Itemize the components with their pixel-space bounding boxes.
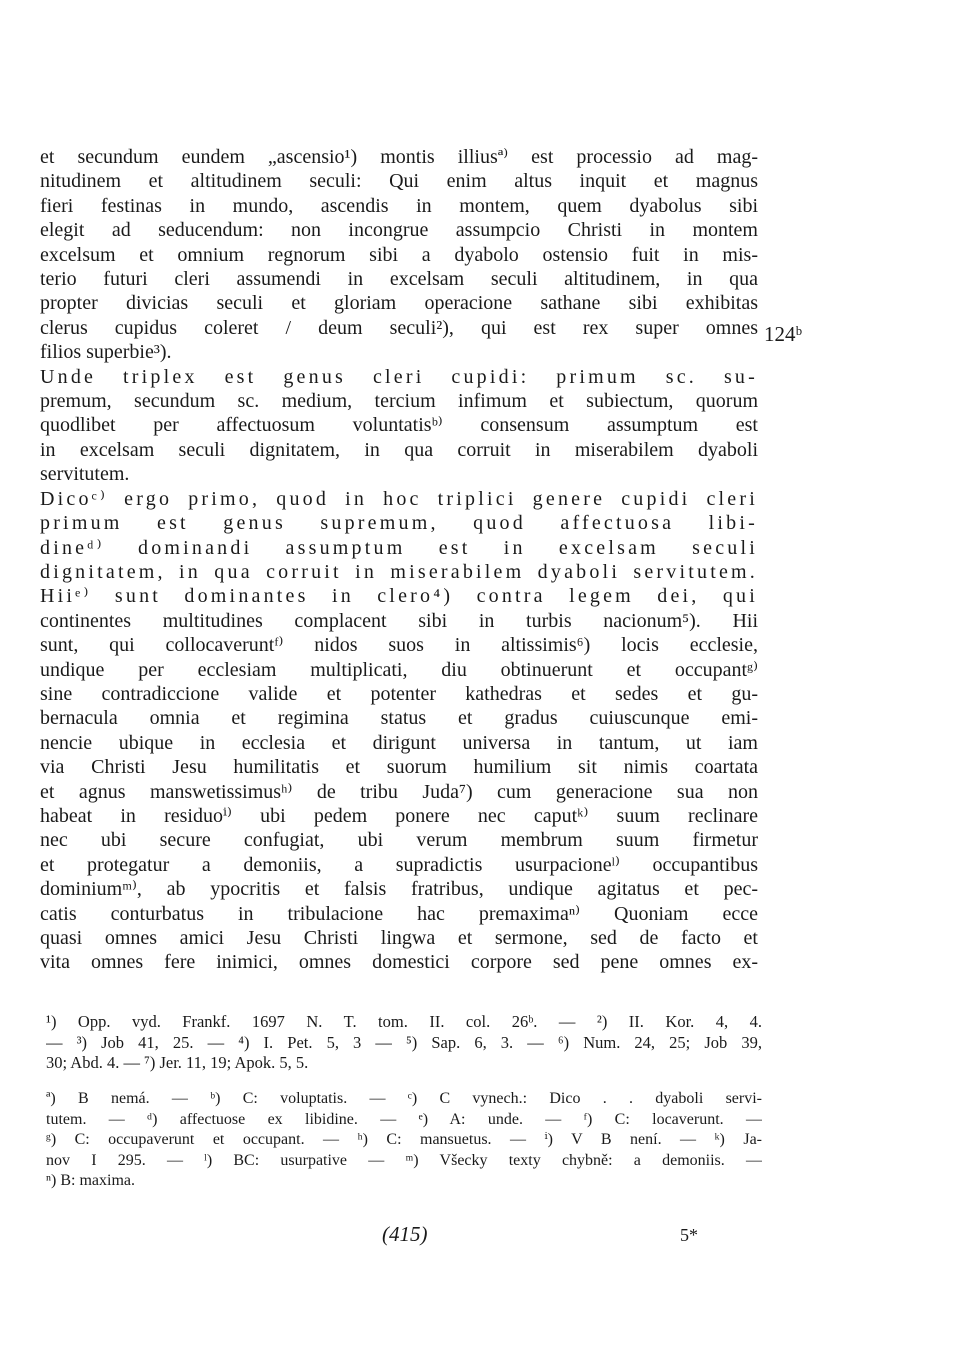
text-line: fieri festinas in mundo, ascendis in montem, quem dyabolus sibi — [40, 194, 758, 217]
footnotes-variants — [46, 1089, 762, 1192]
text-line: primum est genus supremum, quod affectuosa libi- — [40, 512, 758, 535]
text-line: quasi omnes amici Jesu Christi lingwa et sermone, sed de facto et — [40, 927, 758, 949]
text-line: Dicoᶜ⁾ ergo primo, quod in hoc triplici genere cupidi cleri — [40, 487, 758, 510]
text-line: nec ubi secure confugiat, ubi verum membrum suum firmetur — [40, 829, 758, 852]
text-line: bernacula omnia et regimina status et gradus cuiuscunque emi- — [40, 707, 758, 730]
margin-folio-reference: 124ᵇ — [764, 322, 803, 346]
text-line: undique per ecclesiam multiplicati, diu obtinuerunt et occupantᵍ⁾ — [40, 658, 758, 681]
text-line: et secundum eundem „ascensio¹) montis illiusª⁾ est processio ad mag- — [40, 146, 758, 168]
text-line: servitutem. — [40, 463, 130, 486]
text-line: sunt, qui collocaveruntᶠ⁾ nidos suos in altissimis⁶) locis ecclesie, — [40, 634, 758, 657]
text-line: continentes multitudines complacent sibi in turbis nacionum⁵). Hii — [40, 609, 758, 632]
text-line: dominiumᵐ⁾, ab ypocritis et falsis fratribus, undique agitatus et pec- — [40, 878, 758, 901]
text-line: habeat in residuoⁱ⁾ ubi pedem ponere nec caputᵏ⁾ suum reclinare — [40, 804, 758, 827]
text-line: clerus cupidus coleret / deum seculi²), qui est rex super omnes — [40, 316, 758, 339]
text-line: excelsum et omnium regnorum sibi a dyabolo ostensio fuit in mis- — [40, 243, 758, 266]
text-line: quodlibet per affectuosum voluntatisᵇ⁾ consensum assumptum est — [40, 414, 758, 437]
text-line: elegit ad seducendum: non incongrue assumpcio Christi in montem — [40, 219, 758, 242]
text-line: sine contradiccione valide et potenter kathedras et sedes et gu- — [40, 682, 758, 705]
text-line: dignitatem, in qua corruit in miserabilem dyaboli servitutem. — [40, 560, 758, 583]
variant-note-line: ⁿ) B: maxima. — [46, 1172, 136, 1189]
text-line: Unde triplex est genus cleri cupidi: primum sc. su- — [40, 365, 758, 388]
text-line: et agnus manswetissimusʰ⁾ de tribu Juda⁷) cum generacione sua non — [40, 780, 758, 803]
text-line: via Christi Jesu humilitatis et suorum humilium sit nimis coartata — [40, 756, 758, 779]
footnotes-sources — [46, 1012, 762, 1074]
main-text — [40, 145, 758, 975]
footnote-line: 30; Abd. 4. — ⁷) Jer. 11, 19; Apok. 5, 5. — [46, 1053, 309, 1072]
text-line: premum, secundum sc. medium, tercium infimum et subiectum, quorum — [40, 390, 758, 413]
text-line: filios superbie³). — [40, 341, 172, 364]
text-line: terio futuri cleri assumendi in excelsam seculi altitudinem, in qua — [40, 268, 758, 291]
variant-note-line: tutem. — ᵈ) affectuose ex libidine. — ᵉ) A: unde. — ᶠ) C: locaverunt. — — [46, 1110, 762, 1128]
text-line: nencie ubique in ecclesia et dirigunt universa in tantum, ut iam — [40, 731, 758, 754]
page-number: (415) — [382, 1222, 428, 1246]
text-line: et protegatur a demoniis, a supradictis usurpacioneˡ⁾ occupantibus — [40, 853, 758, 876]
footnote-line: ¹) Opp. vyd. Frankf. 1697 N. T. tom. II. col. 26ᵇ. — ²) II. Kor. 4, 4. — [46, 1012, 762, 1031]
footnote-line: — ³) Job 41, 25. — ⁴) I. Pet. 5, 3 — ⁵) Sap. 6, 3. — ⁶) Num. 24, 25; Job 39, — [46, 1032, 762, 1052]
text-line: in excelsam seculi dignitatem, in qua corruit in miserabilem dyaboli — [40, 438, 758, 461]
text-line: catis conturbatus in tribulacione hac premaximaⁿ⁾ Quoniam ecce — [40, 902, 758, 925]
text-line: nitudinem et altitudinem seculi: Qui enim altus inquit et magnus — [40, 170, 758, 193]
variant-note-line: ª) B nemá. — ᵇ) C: voluptatis. — ᶜ) C vynech.: Dico . . dyaboli servi- — [46, 1090, 762, 1107]
variant-note-line: ᵍ) C: occupaverunt et occupant. — ʰ) C: mansuetus. — ⁱ) V B není. — ᵏ) Ja- — [46, 1131, 762, 1148]
text-line: Hiiᵉ⁾ sunt dominantes in clero⁴) contra legem dei, qui — [40, 585, 758, 608]
text-line: dineᵈ⁾ dominandi assumptum est in excelsam seculi — [40, 536, 758, 559]
sheet-signature: 5* — [680, 1225, 698, 1245]
text-line: propter divicias seculi et gloriam operacione sathane sibi exhibitas — [40, 292, 758, 315]
variant-note-line: nov I 295. — ˡ) BC: usurpative — ᵐ) Všecky texty chybně: a demoniis. — — [46, 1151, 762, 1169]
text-line: vita omnes fere inimici, omnes domestici corpore sed pene omnes ex- — [40, 951, 758, 974]
